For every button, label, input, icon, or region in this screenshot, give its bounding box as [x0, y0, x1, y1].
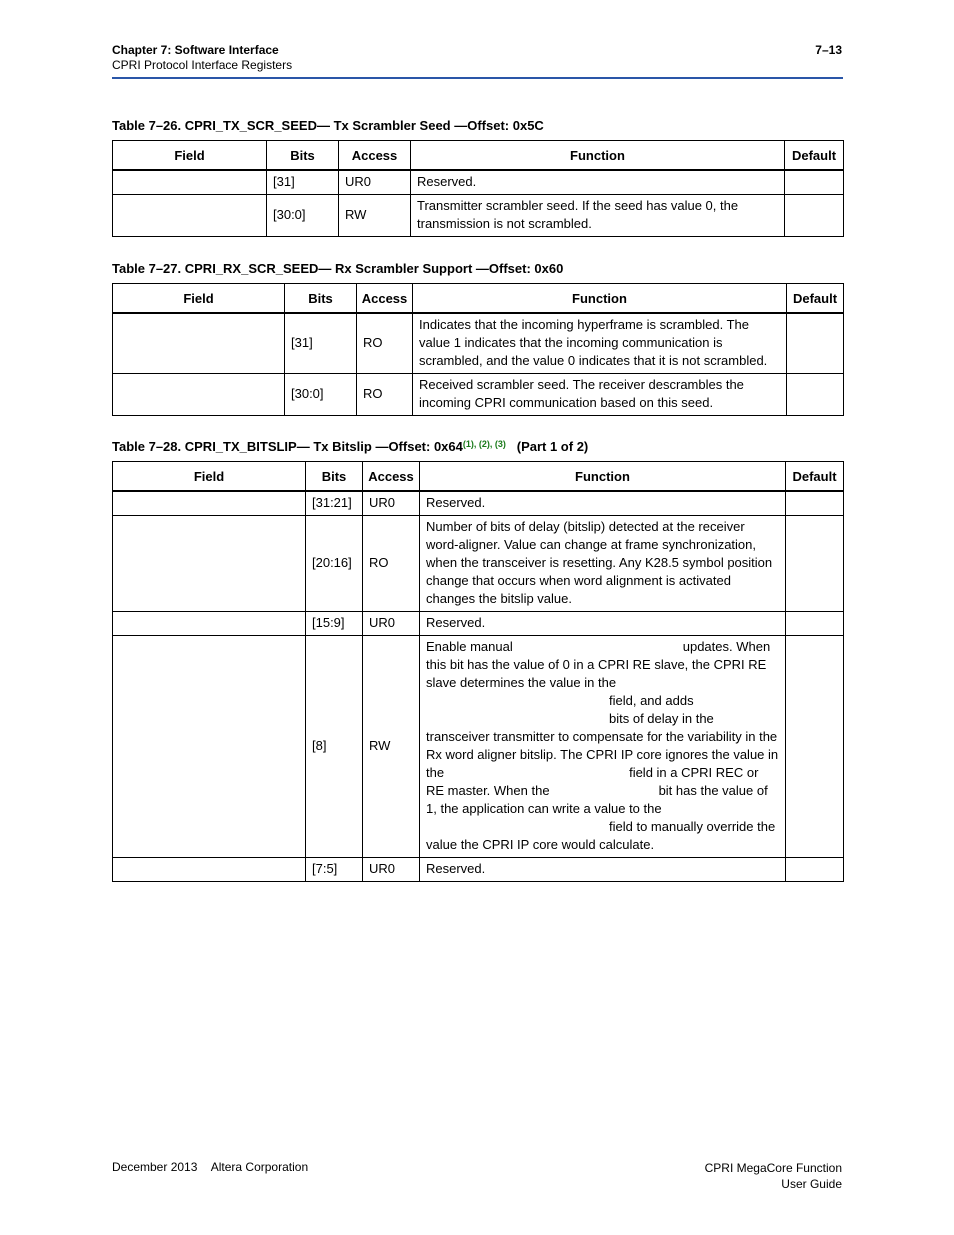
- function-text: Enable manual: [426, 639, 513, 654]
- chapter-title: Chapter 7: Software Interface: [112, 43, 279, 57]
- cell-bits: [30:0]: [285, 373, 357, 415]
- cell-bits: [31]: [285, 313, 357, 373]
- function-text: bit has the value of 1, the application can write a value to the: [426, 783, 768, 816]
- cell-function: Reserved.: [411, 170, 785, 194]
- col-field: Field: [113, 284, 285, 314]
- cell-access: RO: [363, 515, 420, 611]
- table-28-caption: [112, 439, 588, 454]
- cell-access: RW: [363, 635, 420, 857]
- table-28-part: (Part 1 of 2): [516, 439, 589, 454]
- cell-field: [113, 170, 267, 194]
- cell-function: Indicates that the incoming hyperframe is scrambled. The value 1 indicates that the incoming communication is scrambled, and the value 0 indicates that it is not scrambled.: [413, 313, 787, 373]
- cell-default: [785, 194, 844, 236]
- footnote-refs[interactable]: (1), (2), (3): [462, 439, 506, 449]
- table-27-caption: Table 7–27. CPRI_RX_SCR_SEED— Rx Scrambler Support —Offset: 0x60: [112, 261, 564, 276]
- cell-access: RW: [339, 194, 411, 236]
- col-default: Default: [786, 462, 844, 492]
- cell-default: [786, 635, 844, 857]
- col-default: Default: [787, 284, 844, 314]
- col-field: Field: [113, 141, 267, 171]
- col-bits: Bits: [306, 462, 363, 492]
- header-rule: [112, 77, 843, 79]
- page-number: 7–13: [815, 43, 842, 57]
- cell-default: [786, 491, 844, 515]
- col-field: Field: [113, 462, 306, 492]
- col-bits: Bits: [267, 141, 339, 171]
- cell-field: [113, 611, 306, 635]
- cell-function: Reserved.: [420, 857, 786, 881]
- table-row: [113, 491, 844, 515]
- table-26: [112, 140, 844, 237]
- footer-right: [705, 1160, 842, 1192]
- function-text: field, and adds: [609, 693, 694, 708]
- cell-access: UR0: [363, 611, 420, 635]
- function-text: transceiver transmitter to compensate for the variability in the Rx word aligner bitslip. The CPRI IP core ignores the value in the: [426, 729, 779, 780]
- table-header-row: [113, 284, 844, 314]
- cell-bits: [15:9]: [306, 611, 363, 635]
- cell-function: Transmitter scrambler seed. If the seed has value 0, the transmission is not scrambled.: [411, 194, 785, 236]
- cell-bits: [31:21]: [306, 491, 363, 515]
- cell-bits: [8]: [306, 635, 363, 857]
- table-27: [112, 283, 844, 416]
- table-28: [112, 461, 844, 882]
- cell-default: [785, 170, 844, 194]
- table-row: [113, 611, 844, 635]
- cell-access: RO: [357, 313, 413, 373]
- table-row: [113, 313, 844, 373]
- table-row: [113, 857, 844, 881]
- table-row: [113, 515, 844, 611]
- col-access: Access: [363, 462, 420, 492]
- footer-date: December 2013: [112, 1160, 198, 1174]
- table-row: [113, 194, 844, 236]
- table-26-caption: Table 7–26. CPRI_TX_SCR_SEED— Tx Scrambler Seed —Offset: 0x5C: [112, 118, 544, 133]
- cell-access: UR0: [363, 857, 420, 881]
- running-header: [112, 43, 292, 73]
- footer-left: [112, 1160, 308, 1174]
- section-title: CPRI Protocol Interface Registers: [112, 58, 293, 72]
- cell-access: UR0: [339, 170, 411, 194]
- cell-function: Reserved.: [420, 611, 786, 635]
- function-text: updates.: [682, 639, 733, 654]
- cell-bits: [30:0]: [267, 194, 339, 236]
- cell-default: [786, 611, 844, 635]
- cell-access: RO: [357, 373, 413, 415]
- table-header-row: [113, 141, 844, 171]
- cell-function: Received scrambler seed. The receiver descrambles the incoming CPRI communication based on this seed.: [413, 373, 787, 415]
- cell-function: Reserved.: [420, 491, 786, 515]
- cell-bits: [7:5]: [306, 857, 363, 881]
- function-text: When this bit has the value of 0 in a CPRI RE slave, the CPRI RE slave determines the value in the: [426, 639, 771, 690]
- col-access: Access: [357, 284, 413, 314]
- cell-bits: [20:16]: [306, 515, 363, 611]
- col-access: Access: [339, 141, 411, 171]
- cell-field: [113, 373, 285, 415]
- cell-default: [787, 313, 844, 373]
- cell-field: [113, 515, 306, 611]
- cell-field: [113, 857, 306, 881]
- col-function: Function: [420, 462, 786, 492]
- function-text: bits of delay in the: [609, 711, 714, 726]
- cell-default: [786, 515, 844, 611]
- col-function: Function: [413, 284, 787, 314]
- footer-company: Altera Corporation: [210, 1160, 309, 1174]
- cell-default: [787, 373, 844, 415]
- cell-access: UR0: [363, 491, 420, 515]
- function-text: field in a CPRI REC or RE master. When the: [426, 765, 759, 798]
- table-28-caption-text: Table 7–28. CPRI_TX_BITSLIP— Tx Bitslip —Offset: 0x64: [112, 439, 463, 454]
- cell-field: [113, 491, 306, 515]
- cell-default: [786, 857, 844, 881]
- table-header-row: [113, 462, 844, 492]
- table-row: [113, 635, 844, 857]
- col-bits: Bits: [285, 284, 357, 314]
- col-default: Default: [785, 141, 844, 171]
- cell-function: [420, 635, 786, 857]
- cell-field: [113, 194, 267, 236]
- footer-doc-type: User Guide: [781, 1177, 842, 1191]
- table-row: [113, 373, 844, 415]
- cell-field: [113, 313, 285, 373]
- cell-bits: [31]: [267, 170, 339, 194]
- function-text: field to manually override the value the CPRI IP core would calculate.: [426, 819, 776, 852]
- cell-field: [113, 635, 306, 857]
- table-row: [113, 170, 844, 194]
- cell-function: Number of bits of delay (bitslip) detected at the receiver word-aligner. Value can change at frame synchronization, when the transceiver is resetting. Any K28.5 symbol position change that occurs when word alignment is activated changes the bitslip value.: [420, 515, 786, 611]
- col-function: Function: [411, 141, 785, 171]
- footer-doc-title: CPRI MegaCore Function: [704, 1161, 842, 1175]
